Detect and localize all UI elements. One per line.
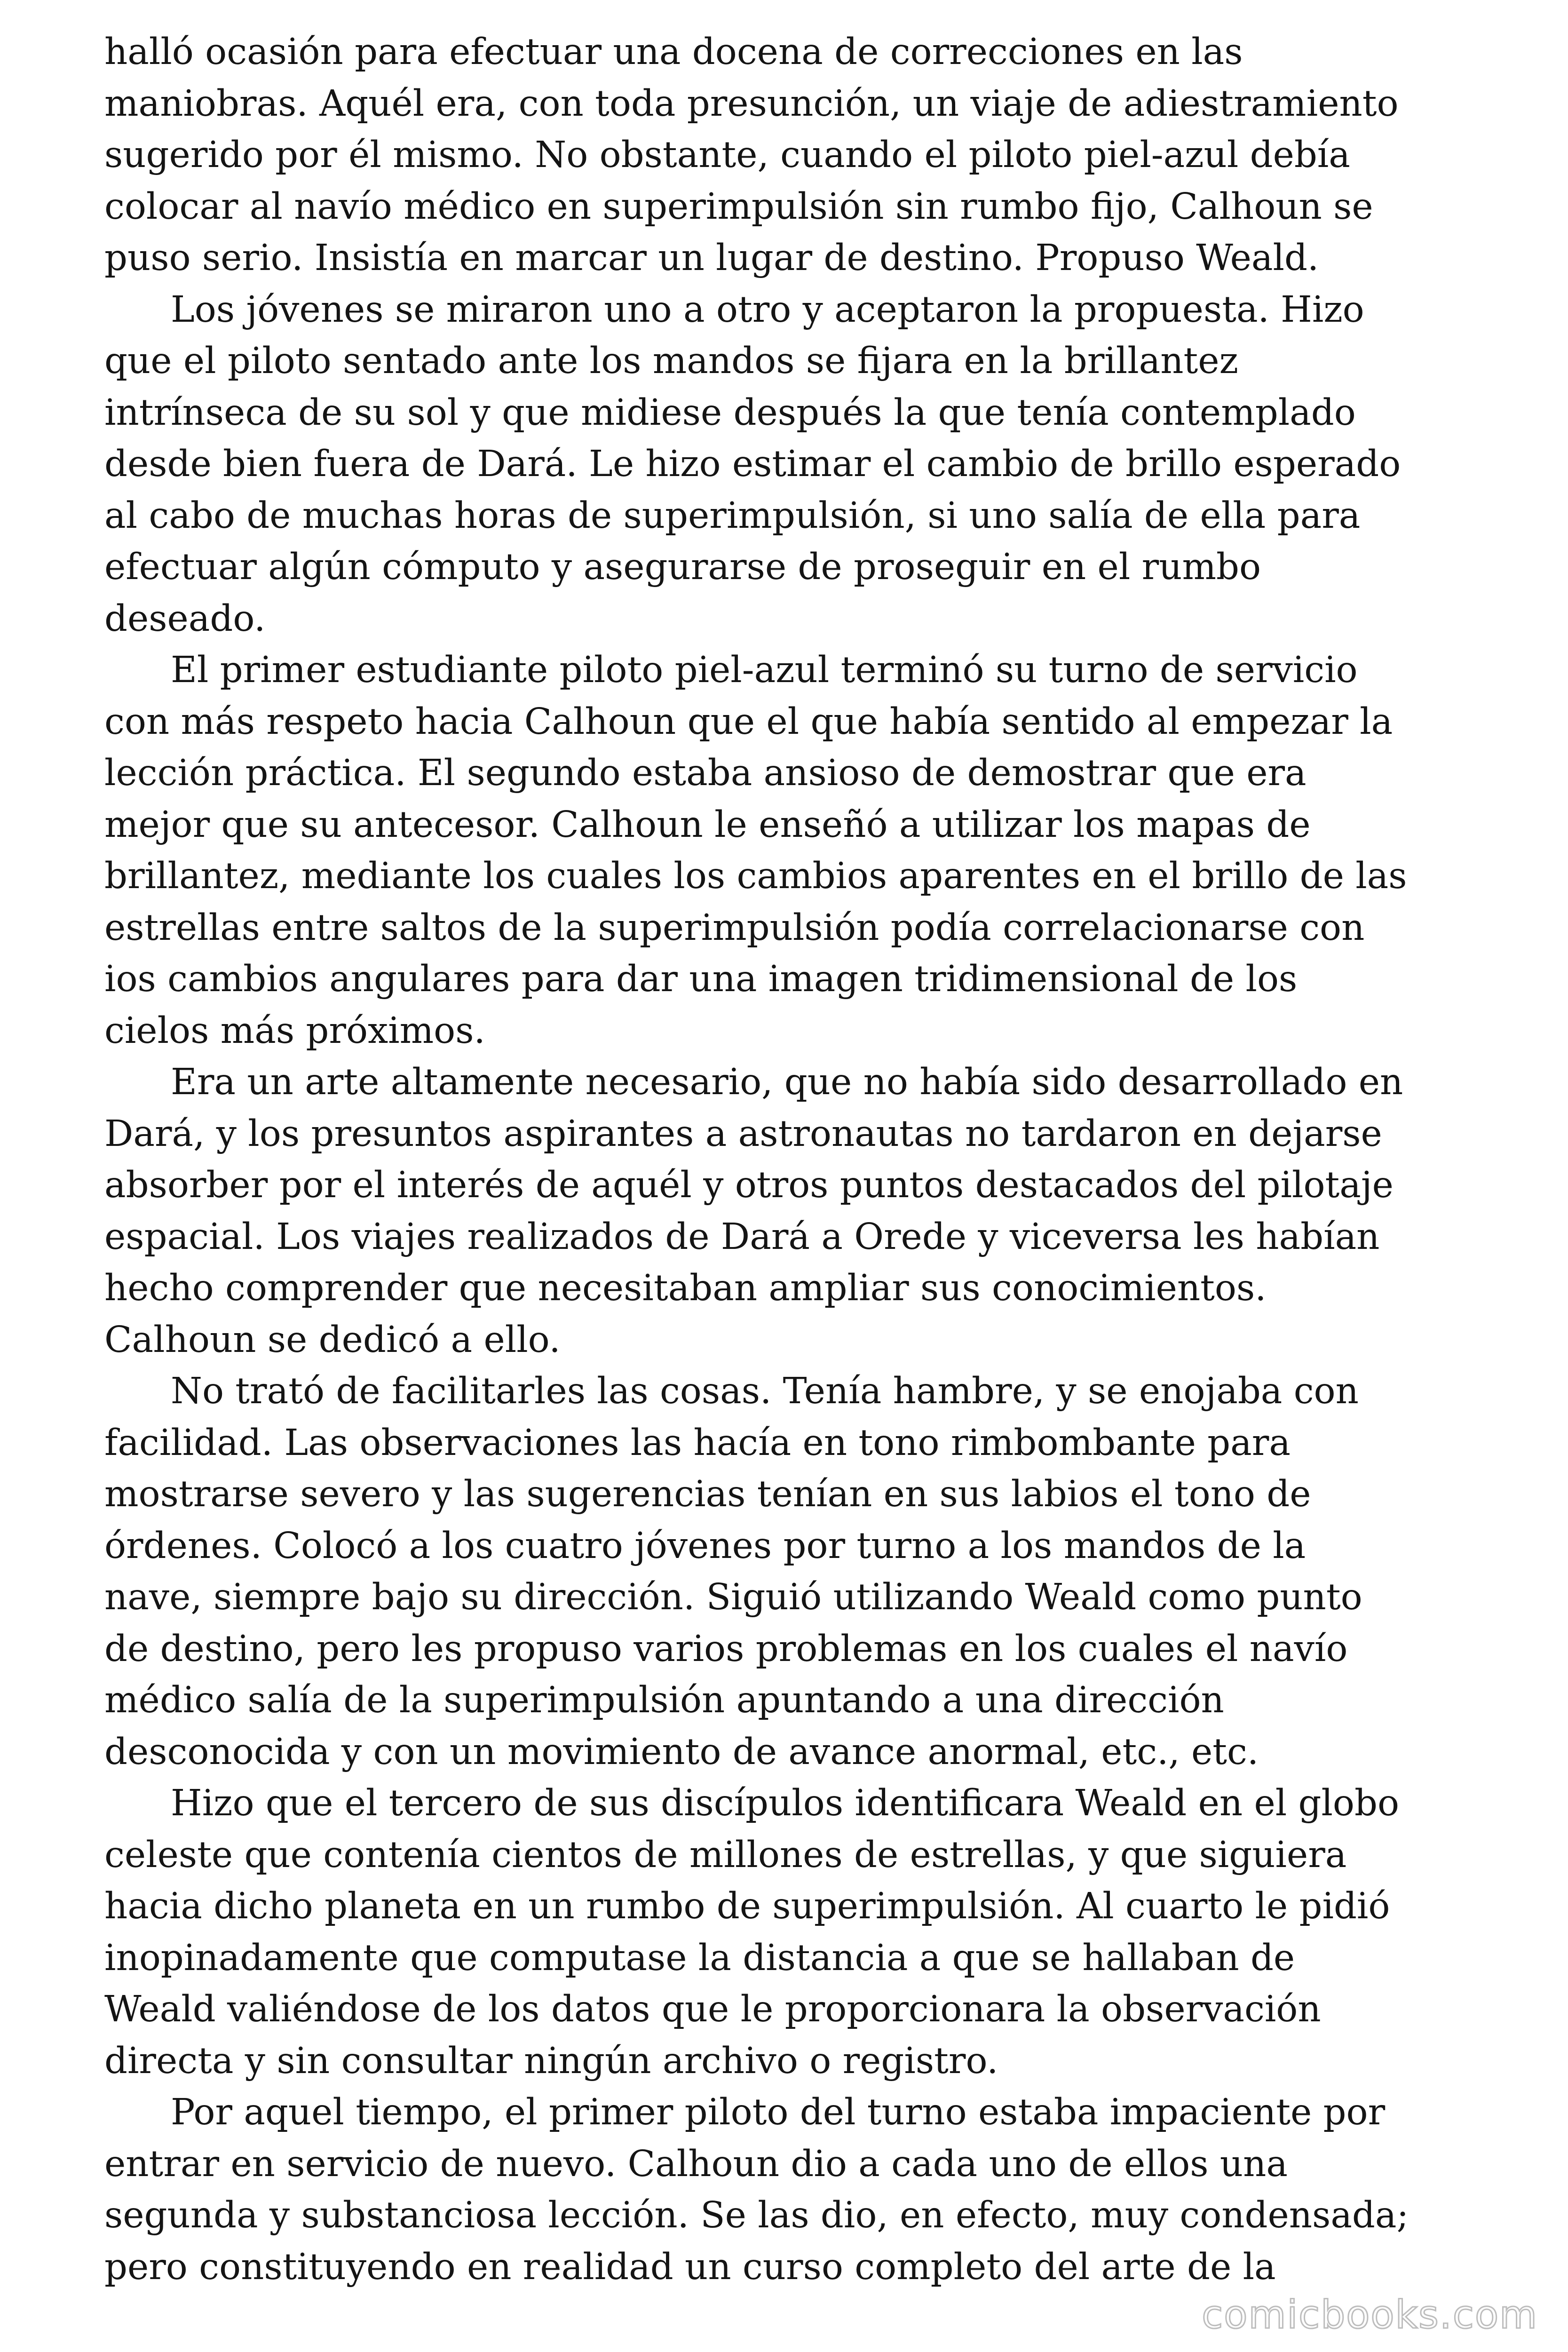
text-line: mostrarse severo y las sugerencias tenían en sus labios el tono de <box>104 1473 1311 1515</box>
text-line: ios cambios angulares para dar una imagen tridimensional de los <box>104 958 1298 1000</box>
paragraph <box>104 1778 1501 2087</box>
text-line: Hizo que el tercero de sus discípulos identificara Weald en el globo <box>171 1782 1400 1824</box>
paragraph <box>104 2087 1501 2293</box>
text-line: El primer estudiante piloto piel-azul terminó su turno de servicio <box>171 649 1358 691</box>
paragraph <box>104 1366 1501 1778</box>
text-line: segunda y substanciosa lección. Se las dio, en efecto, muy condensada; <box>104 2194 1409 2236</box>
text-line: desconocida y con un movimiento de avance anormal, etc., etc. <box>104 1731 1259 1773</box>
text-line: nave, siempre bajo su dirección. Siguió utilizando Weald como punto <box>104 1576 1362 1618</box>
text-line: No trató de facilitarles las cosas. Tenía hambre, y se enojaba con <box>171 1370 1359 1412</box>
paragraph <box>104 1057 1501 1366</box>
text-line: estrellas entre saltos de la superimpulsión podía correlacionarse con <box>104 906 1365 949</box>
text-line: colocar al navío médico en superimpulsión sin rumbo fijo, Calhoun se <box>104 185 1373 228</box>
text-line: órdenes. Colocó a los cuatro jóvenes por turno a los mandos de la <box>104 1525 1306 1567</box>
text-line: desde bien fuera de Dará. Le hizo estimar el cambio de brillo esperado <box>104 443 1401 485</box>
text-line: que el piloto sentado ante los mandos se fijara en la brillantez <box>104 340 1238 382</box>
text-line: lección práctica. El segundo estaba ansioso de demostrar que era <box>104 752 1307 794</box>
text-line: brillantez, mediante los cuales los cambios aparentes en el brillo de las <box>104 855 1407 897</box>
text-line: celeste que contenía cientos de millones de estrellas, y que siguiera <box>104 1834 1347 1876</box>
text-line: Por aquel tiempo, el primer piloto del turno estaba impaciente por <box>171 2091 1386 2133</box>
text-line: Weald valiéndose de los datos que le proporcionara la observación <box>104 1988 1321 2030</box>
text-line: puso serio. Insistía en marcar un lugar de destino. Propuso Weald. <box>104 237 1319 279</box>
text-line: Calhoun se dedicó a ello. <box>104 1319 561 1361</box>
text-line: Los jóvenes se miraron uno a otro y aceptaron la propuesta. Hizo <box>171 288 1364 331</box>
text-line: hacia dicho planeta en un rumbo de superimpulsión. Al cuarto le pidió <box>104 1885 1390 1927</box>
watermark: comicbooks.com <box>1202 2293 1538 2337</box>
paragraph <box>104 26 1501 284</box>
text-line: médico salía de la superimpulsión apuntando a una dirección <box>104 1679 1224 1721</box>
text-line: pero constituyendo en realidad un curso completo del arte de la <box>104 2246 1276 2288</box>
body-text <box>104 26 1501 2293</box>
text-line: deseado. <box>104 597 266 640</box>
text-line: Dará, y los presuntos aspirantes a astronautas no tardaron en dejarse <box>104 1112 1382 1155</box>
text-line: absorber por el interés de aquél y otros puntos destacados del pilotaje <box>104 1164 1394 1206</box>
text-line: espacial. Los viajes realizados de Dará a Orede y viceversa les habían <box>104 1216 1380 1258</box>
text-line: mejor que su antecesor. Calhoun le enseñó a utilizar los mapas de <box>104 803 1311 846</box>
text-line: al cabo de muchas horas de superimpulsión, si uno salía de ella para <box>104 494 1361 537</box>
text-line: maniobras. Aquél era, con toda presunción, un viaje de adiestramiento <box>104 82 1399 125</box>
paragraph <box>104 644 1501 1057</box>
text-line: Era un arte altamente necesario, que no había sido desarrollado en <box>171 1061 1403 1103</box>
text-line: facilidad. Las observaciones las hacía en tono rimbombante para <box>104 1422 1291 1464</box>
text-line: cielos más próximos. <box>104 1009 485 1052</box>
text-line: inopinadamente que computase la distancia a que se hallaban de <box>104 1937 1295 1979</box>
text-line: intrínseca de su sol y que midiese después la que tenía contemplado <box>104 391 1356 434</box>
text-line: directa y sin consultar ningún archivo o registro. <box>104 2040 998 2082</box>
text-line: sugerido por él mismo. No obstante, cuando el piloto piel-azul debía <box>104 134 1350 176</box>
text-line: efectuar algún cómputo y asegurarse de proseguir en el rumbo <box>104 546 1261 588</box>
text-line: hecho comprender que necesitaban ampliar sus conocimientos. <box>104 1267 1267 1309</box>
paragraph <box>104 284 1501 645</box>
text-line: halló ocasión para efectuar una docena de correcciones en las <box>104 31 1243 73</box>
text-line: entrar en servicio de nuevo. Calhoun dio a cada uno de ellos una <box>104 2143 1288 2185</box>
text-line: de destino, pero les propuso varios problemas en los cuales el navío <box>104 1628 1348 1670</box>
text-line: con más respeto hacia Calhoun que el que había sentido al empezar la <box>104 700 1393 743</box>
